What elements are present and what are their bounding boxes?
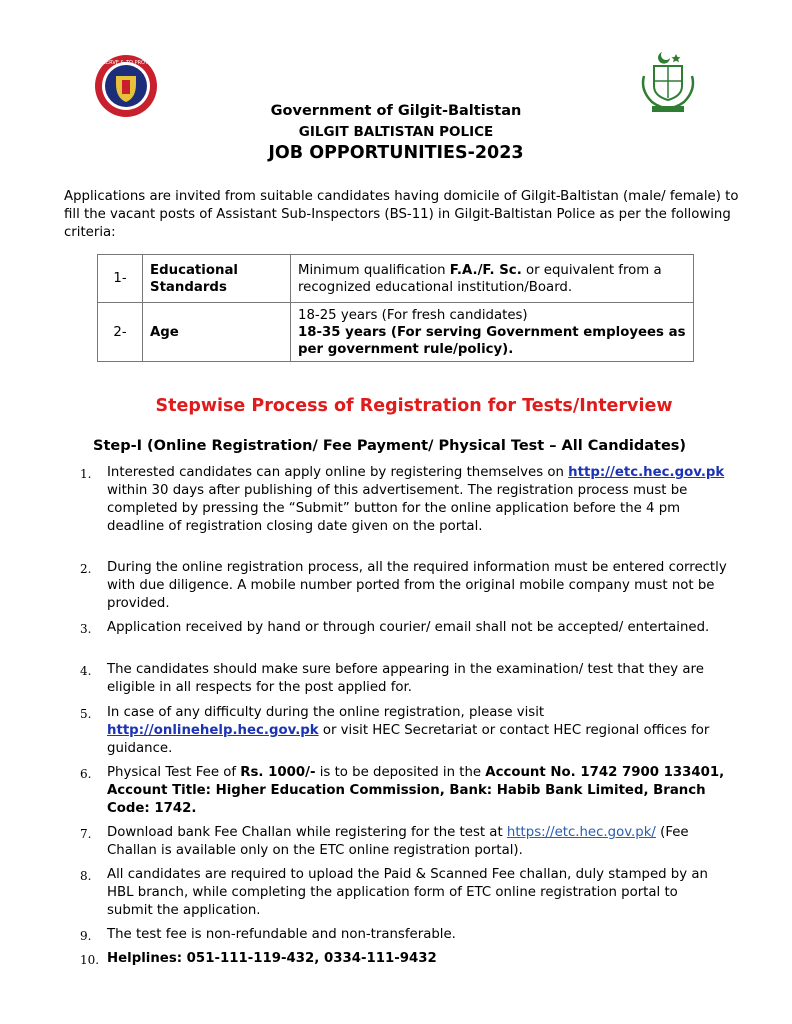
section-title: Stepwise Process of Registration for Tests/Interview	[155, 396, 673, 416]
fee-challan-link[interactable]: https://etc.hec.gov.pk/	[506, 825, 656, 840]
police-logo-text: TO SERVE & TO PROTECT	[94, 60, 158, 66]
criteria-label: Educational Standards	[143, 255, 291, 303]
criteria-label: Age	[143, 303, 291, 362]
criteria-number: 1-	[98, 255, 143, 303]
step-title: Step-I (Online Registration/ Fee Payment/ Physical Test – All Candidates)	[93, 438, 687, 454]
table-row	[98, 255, 694, 303]
helplines: Helplines: 051-111-119-432, 0334-111-9432	[107, 951, 437, 966]
government-heading: Government of Gilgit-Baltistan	[270, 103, 522, 119]
criteria-table	[97, 254, 694, 362]
onlinehelp-link[interactable]: http://onlinehelp.hec.gov.pk	[107, 723, 319, 738]
page-title: JOB OPPORTUNITIES-2023	[268, 143, 524, 163]
criteria-value: 18-25 years (For fresh candidates) 18-35 years (For serving Government employees as per government rule/policy).	[291, 303, 694, 362]
table-row	[98, 303, 694, 362]
intro-paragraph: Applications are invited from suitable candidates having domicile of Gilgit-Baltistan (male/ female) to fill the vacant posts of Assistant Sub-Inspectors (BS-11) in Gilgit-Baltistan Police as per the following criteria:	[64, 189, 739, 240]
criteria-number: 2-	[98, 303, 143, 362]
etc-link[interactable]: http://etc.hec.gov.pk	[568, 465, 725, 480]
criteria-value: Minimum qualification F.A./F. Sc. or equivalent from a recognized educational institution/Board.	[291, 255, 694, 303]
police-heading: GILGIT BALTISTAN POLICE	[298, 124, 494, 140]
